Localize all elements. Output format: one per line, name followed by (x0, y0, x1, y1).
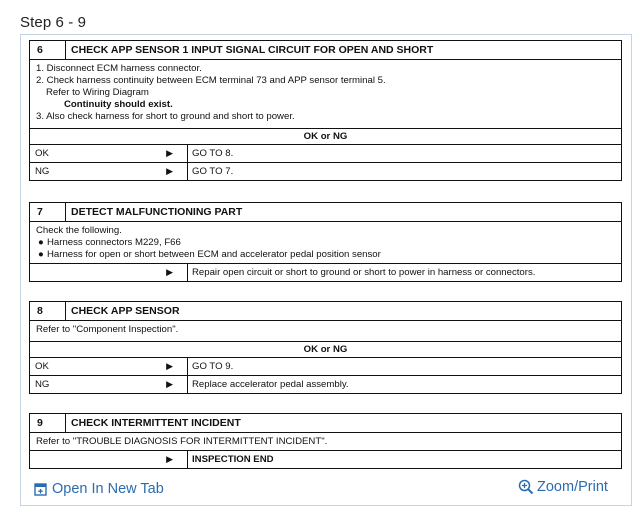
zoom-print-label[interactable]: Zoom/Print (537, 479, 608, 495)
result-row (30, 357, 621, 375)
result-row (30, 450, 621, 468)
bullet-text: Harness connectors M229, F66 (47, 237, 181, 248)
instruction-line: 1. Disconnect ECM harness connector. (36, 63, 202, 74)
step-9-instructions (30, 433, 621, 450)
ok-or-ng-label: OK or NG (30, 341, 621, 357)
result-label (30, 358, 188, 375)
step-6-block (29, 40, 622, 181)
step-6-header (30, 41, 621, 60)
bullet-item (36, 249, 616, 261)
result-label-text: NG (35, 166, 50, 177)
result-label (30, 376, 188, 393)
step-7-header (30, 203, 621, 222)
instruction-line: 3. Also check harness for short to ground and short to power. (36, 111, 295, 122)
step-7-block (29, 202, 622, 282)
open-in-new-tab-label[interactable]: Open In New Tab (52, 481, 164, 497)
right-triangle-arrow-icon: ▶ (166, 267, 173, 277)
result-label (30, 451, 188, 468)
diagnosis-panel (20, 34, 632, 506)
step-6-number: 6 (30, 41, 66, 59)
step-8-number: 8 (30, 302, 66, 320)
result-action: GO TO 7. (192, 166, 234, 177)
instruction-line: Continuity should exist. (64, 99, 173, 110)
zoom-print-link[interactable] (518, 479, 608, 495)
result-row (30, 263, 621, 281)
result-action: INSPECTION END (192, 454, 274, 465)
result-action: GO TO 9. (192, 361, 234, 372)
open-in-new-tab-link[interactable] (34, 481, 164, 497)
open-in-new-tab-icon (34, 483, 47, 496)
instruction-line: 2. Check harness continuity between ECM terminal 73 and APP sensor terminal 5. (36, 75, 386, 86)
step-7-instructions (30, 222, 621, 263)
result-label (30, 163, 188, 180)
step-9-title: CHECK INTERMITTENT INCIDENT (71, 417, 241, 429)
bullet-item (36, 237, 616, 249)
step-7-title: DETECT MALFUNCTIONING PART (71, 206, 243, 218)
step-9-number: 9 (30, 414, 66, 432)
step-8-instructions (30, 321, 621, 338)
bullet-icon: ● (38, 237, 44, 248)
result-action: Repair open circuit or short to ground or short to power in harness or connectors. (192, 267, 536, 278)
step-heading: Step 6 - 9 (20, 14, 87, 31)
result-row (30, 162, 621, 180)
result-label-text: OK (35, 148, 49, 159)
step-7-number: 7 (30, 203, 66, 221)
step-9-block (29, 413, 622, 469)
result-label-text: NG (35, 379, 50, 390)
instruction-line: Refer to "TROUBLE DIAGNOSIS FOR INTERMITTENT INCIDENT". (36, 436, 328, 447)
result-row (30, 144, 621, 162)
zoom-magnifier-icon (518, 479, 534, 495)
instruction-line: Refer to Wiring Diagram (46, 87, 149, 98)
result-label (30, 264, 188, 281)
right-triangle-arrow-icon: ▶ (166, 166, 173, 176)
step-8-block (29, 301, 622, 394)
ok-or-ng-label: OK or NG (30, 128, 621, 144)
right-triangle-arrow-icon: ▶ (166, 454, 173, 464)
result-row (30, 375, 621, 393)
result-action: GO TO 8. (192, 148, 234, 159)
right-triangle-arrow-icon: ▶ (166, 361, 173, 371)
result-label (30, 145, 188, 162)
step-6-instructions (30, 60, 621, 125)
instruction-line: Refer to "Component Inspection". (36, 324, 179, 335)
step-8-header (30, 302, 621, 321)
bullet-text: Harness for open or short between ECM and accelerator pedal position sensor (47, 249, 381, 260)
instruction-line: Check the following. (36, 225, 122, 236)
bullet-icon: ● (38, 249, 44, 260)
result-label-text: OK (35, 361, 49, 372)
right-triangle-arrow-icon: ▶ (166, 379, 173, 389)
step-9-header (30, 414, 621, 433)
step-6-title: CHECK APP SENSOR 1 INPUT SIGNAL CIRCUIT FOR OPEN AND SHORT (71, 44, 434, 56)
step-8-title: CHECK APP SENSOR (71, 305, 180, 317)
right-triangle-arrow-icon: ▶ (166, 148, 173, 158)
result-action: Replace accelerator pedal assembly. (192, 379, 349, 390)
